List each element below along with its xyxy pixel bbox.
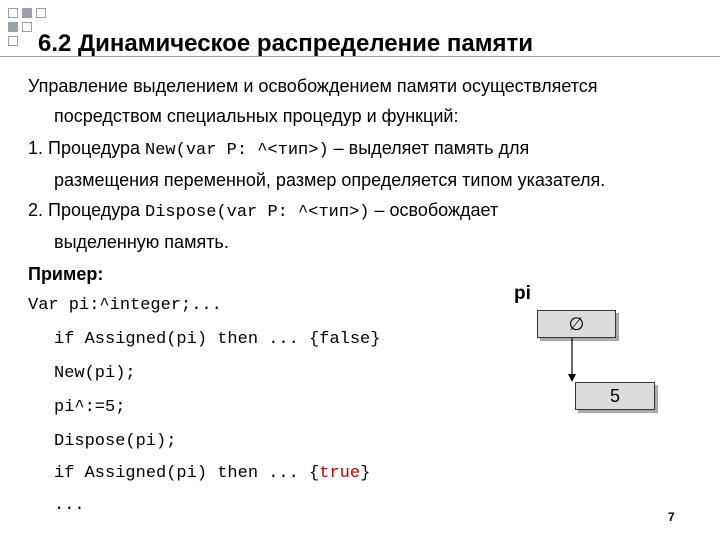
- pointer-box: [537, 310, 616, 338]
- code-line-6-prefix: if Assigned(pi) then ... {: [54, 464, 320, 483]
- decor-square: [8, 8, 18, 18]
- item-2: [28, 200, 498, 222]
- null-pointer-value: ∅: [568, 314, 585, 334]
- decor-square: [8, 22, 18, 32]
- item-2-prefix: 2. Процедура: [28, 200, 146, 220]
- decor-square: [22, 8, 32, 18]
- decor-square: [36, 8, 46, 18]
- code-line-3: New(pi);: [54, 364, 136, 383]
- code-line-5: Dispose(pi);: [54, 432, 177, 451]
- item-2-suffix: – освобождает: [369, 200, 499, 220]
- item-2-code: Dispose(var P: ^<тип>): [145, 203, 370, 222]
- code-line-1: Var pi:^integer;...: [28, 296, 222, 315]
- page-number: 7: [668, 510, 675, 524]
- slide-title: 6.2 Динамическое распределение памяти: [38, 30, 534, 57]
- code-line-2: if Assigned(pi) then ... {false}: [54, 330, 381, 349]
- target-box: [575, 382, 655, 410]
- target-value: 5: [609, 386, 620, 406]
- code-line-6-suffix: }: [360, 464, 371, 483]
- item-1-line-2: размещения переменной, размер определяется типом указателя.: [54, 170, 606, 190]
- example-label: Пример:: [28, 264, 104, 284]
- pointer-arrow: [560, 336, 590, 386]
- decor-square: [22, 22, 32, 32]
- decor-square: [8, 36, 18, 46]
- pointer-label: pi: [514, 283, 531, 304]
- item-1-suffix: – выделяет память для: [328, 138, 530, 158]
- item-1: [28, 138, 529, 160]
- item-1-prefix: 1. Процедура: [28, 138, 146, 158]
- intro-line-2: посредством специальных процедур и функций:: [54, 106, 459, 126]
- code-line-7: ...: [54, 496, 85, 515]
- intro-line-1: Управление выделением и освобождением памяти осуществляется: [28, 76, 598, 96]
- code-keyword-true: true: [319, 464, 361, 483]
- code-line-6: [54, 464, 370, 483]
- code-line-4: pi^:=5;: [54, 398, 126, 417]
- item-1-code: New(var P: ^<тип>): [145, 141, 329, 160]
- item-2-line-2: выделенную память.: [54, 232, 229, 252]
